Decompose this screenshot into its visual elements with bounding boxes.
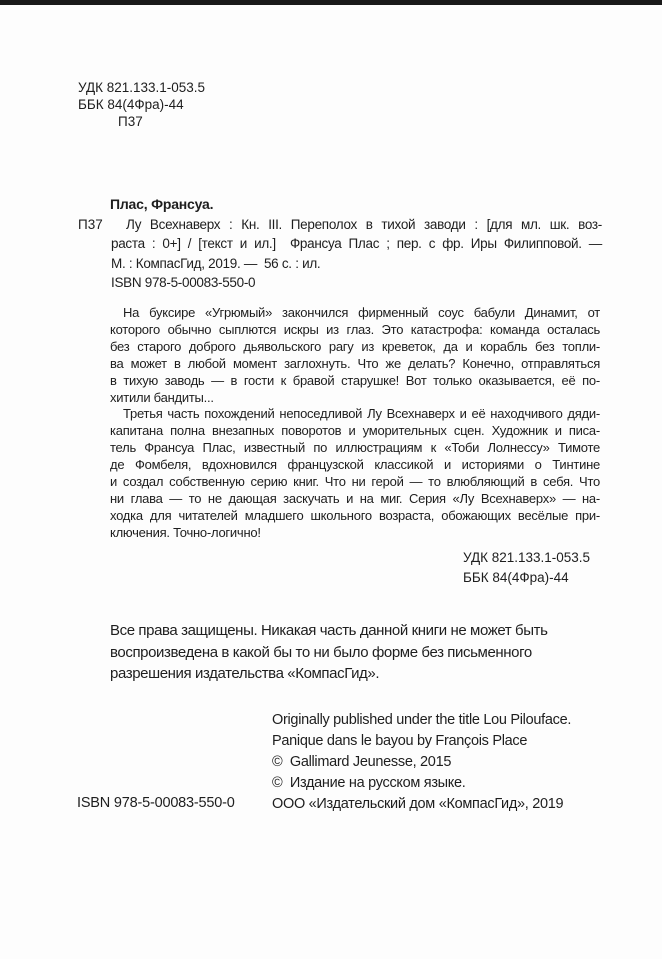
text-line: Panique dans le bayou by François Place <box>272 732 528 749</box>
bbk-code: ББК 84(4Фра)-44 <box>78 97 184 113</box>
origin-copyright-block <box>272 710 571 815</box>
text-line: ООО «Издательский дом «КомпасГид», 2019 <box>272 795 564 812</box>
text-line: © Gallimard Jeunesse, 2015 <box>272 753 452 770</box>
text-line: без старого доброго дьявольского рагу из креветок, да и корабль без топли- <box>110 338 600 354</box>
text-line: Все права защищены. Никакая часть данной книги не может быть <box>110 622 548 639</box>
text-line: М. : КомпасГид, 2019. — 56 с. : ил. <box>111 255 321 271</box>
udk-bottom-block <box>463 548 590 587</box>
rights-notice <box>110 620 548 685</box>
text-line: ISBN 978-5-00083-550-0 <box>111 275 256 291</box>
annotation-paragraph-2 <box>110 406 600 541</box>
annotation-block <box>110 305 600 542</box>
text-line: ни глава — то не дающая заскучать и на миг. Серия «Лу Всехнаверх» — на- <box>110 490 600 506</box>
text-line: в тихую заводь — в гости к бравой старушке! Вот только оказывается, её по- <box>110 372 600 388</box>
text-line: © Издание на русском языке. <box>272 774 466 791</box>
text-line: Лу Всехнаверх : Кн. III. Переполох в тихой заводи : [для мл. шк. воз- <box>126 217 602 232</box>
author-heading: Плас, Франсуа. <box>110 196 214 212</box>
text-line: разрешения издательства «КомпасГид». <box>110 665 380 683</box>
record-hanging-tag: П37 <box>78 217 103 232</box>
udk-code-repeat: УДК 821.133.1-053.5 <box>463 550 591 565</box>
text-line: которого обычно сыплются искры из глаз. Это катастрофа: команда осталась <box>110 321 600 337</box>
text-line: тель Франсуа Плас, известный по иллюстрациям к «Тоби Лолнессу» Тимоте <box>110 440 600 456</box>
text-line: ва может в любой момент заглохнуть. Что же делать? Конечно, отправляться <box>110 355 600 371</box>
text-line: де Фомбеля, вдохновился французской классикой и историями о Тинтине <box>110 457 600 473</box>
text-line: хитили бандиты... <box>110 389 214 405</box>
bbk-code-repeat: ББК 84(4Фра)-44 <box>463 569 569 585</box>
text-line: капитана полна внезапных поворотов и уморительных сцен. Художник и писа- <box>110 423 600 439</box>
isbn-bottom: ISBN 978-5-00083-550-0 <box>77 795 235 811</box>
author-sign-tag: П37 <box>118 114 143 130</box>
text-line: Originally published under the title Lou Pilouface. <box>272 712 572 728</box>
text-line: На буксире «Угрюмый» закончился фирменный соус бабули Динамит, от <box>123 305 600 320</box>
bibliographic-record <box>111 215 602 293</box>
annotation-paragraph-1 <box>110 305 600 406</box>
text-line: раста : 0+] / [текст и ил.] Франсуа Плас ; пер. с фр. Иры Филипповой. — <box>111 236 602 252</box>
text-line: ходка для читателей младшего школьного возраста, обожающих весёлые при- <box>110 507 600 523</box>
text-line: воспроизведена в какой бы то ни было форме без письменного <box>110 643 532 661</box>
udk-top-block <box>78 79 205 130</box>
top-black-bar <box>0 0 662 5</box>
text-line: ключения. Точно-логично! <box>110 524 261 540</box>
text-line: и создал собственную серию книг. Что ни герой — то влюбляющий в себя. Что <box>110 474 600 490</box>
text-line: Третья часть похождений непоседливой Лу Всехнаверх и её находчивого дяди- <box>123 406 600 422</box>
udk-code: УДК 821.133.1-053.5 <box>78 80 206 95</box>
